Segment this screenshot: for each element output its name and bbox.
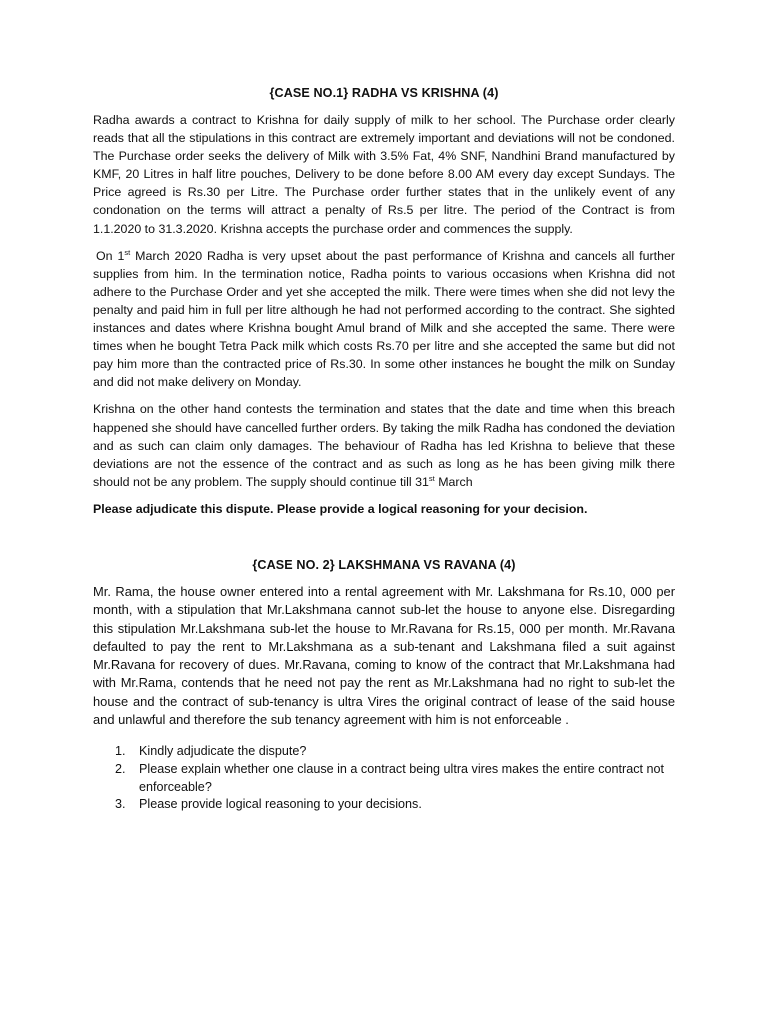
- question-text: Please provide logical reasoning to your decisions.: [139, 797, 422, 812]
- case-1-paragraph-3-end: March: [434, 474, 473, 489]
- question-item-3: [93, 796, 675, 814]
- case-2-paragraph-1: Mr. Rama, the house owner entered into a rental agreement with Mr. Lakshmana for Rs.10, 000 per month, with a stipulation that Mr.Lakshmana cannot sub-let the house to anyone else. Disregarding this stipulation Mr.Lakshmana sub-let the house to Mr.Ravana for Rs.15, 000 per month. Mr.Ravana defaulted to pay the rent to Mr.Lakshmana as a sub-tenant and Lakshmana filed a suit against Mr.Ravana for recovery of dues. Mr.Ravana, coming to know of the contract that Mr.Lakshmana had with Mr.Rama, contends that he need not pay the rent as Mr.Lakshmana had no right to sub-let the house and the contract of sub-tenancy is ultra Vires the original contract of lease of the said house and unlawful and therefore the sub tenancy agreement with him is not enforceable .: [93, 583, 675, 728]
- case-1-paragraph-3: [93, 400, 675, 490]
- case-2-section: [93, 558, 675, 814]
- case-1-paragraph-2: [93, 247, 675, 392]
- case-1-paragraph-1: Radha awards a contract to Krishna for daily supply of milk to her school. The Purchase order clearly reads that all the stipulations in this contract are extremely important and deviations will not be condoned. The Purchase order seeks the delivery of Milk with 3.5% Fat, 4% SNF, Nandhini Brand manufactured by KMF, 20 Litres in half litre pouches, Delivery to be done before 8.00 AM every day except Sundays. The Price agreed is Rs.30 per Litre. The Purchase order further states that in the unlikely event of any condonation on the terms will attract a penalty of Rs.5 per litre. The period of the Contract is from 1.1.2020 to 31.3.2020. Krishna accepts the purchase order and commences the supply.: [93, 113, 675, 236]
- question-text: Please explain whether one clause in a contract being ultra vires makes the entire contract not enforceable?: [139, 761, 665, 794]
- document-page: [93, 86, 675, 814]
- question-item-2: [93, 761, 675, 796]
- question-text: Kindly adjudicate the dispute?: [139, 744, 307, 759]
- case-1-paragraph-3-superscript: st: [428, 473, 435, 483]
- question-number: 3.: [115, 797, 126, 812]
- section-gap: [93, 527, 675, 558]
- case-1-section: [93, 86, 675, 518]
- case-1-paragraph-2-superscript: st: [124, 247, 131, 257]
- case-2-question-list: [93, 743, 675, 813]
- case-2-title: {CASE NO. 2} LAKSHMANA VS RAVANA (4): [252, 557, 516, 572]
- case-1-title: {CASE NO.1} RADHA VS KRISHNA (4): [269, 86, 499, 100]
- case-1-paragraph-3-body: Krishna on the other hand contests the termination and states that the date and time when this breach happened she should have cancelled further orders. By taking the milk Radha has condoned the deviation and as such can claim only damages. The behaviour of Radha has led Krishna to believe that these deviations are not the essence of the contract and as such as long as he has been giving milk there should not be any problem. The supply should continue till 31: [93, 402, 675, 489]
- question-item-1: [93, 743, 675, 761]
- question-number: 2.: [115, 761, 126, 776]
- question-number: 1.: [115, 744, 126, 759]
- case-1-instruction: Please adjudicate this dispute. Please provide a logical reasoning for your decision.: [93, 501, 588, 516]
- case-1-paragraph-2-body: March 2020 Radha is very upset about the past performance of Krishna and cancels all further supplies from him. In the termination notice, Radha points to various occasions when Krishna did not adhere to the Purchase Order and yet she accepted the milk. There were times when she did not levy the penalty and paid him in full per litre although he had not performed according to the contract. She sighted instances and dates where Krishna bought Amul brand of Milk and she accepted the same. There were times when he bought Tetra Pack milk which costs Rs.70 per litre and she accepted the same but did not pay him more than the contracted price of Rs.30. In some other instances he bought the milk on Sunday and did not make delivery on Monday.: [93, 248, 675, 390]
- case-1-paragraph-2-prefix: On 1: [96, 248, 125, 263]
